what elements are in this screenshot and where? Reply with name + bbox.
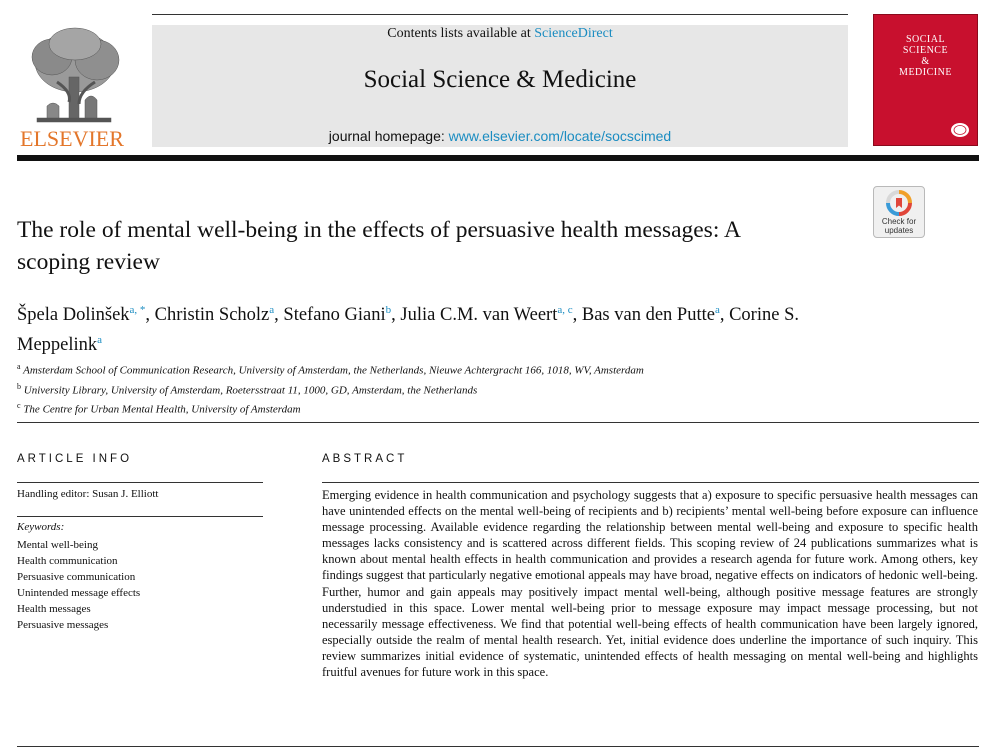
affiliation-list	[17, 359, 867, 418]
elsevier-wordmark: ELSEVIER	[20, 126, 124, 151]
keyword-item[interactable]: Unintended message effects	[17, 587, 141, 599]
author-affiliation-link[interactable]: a	[97, 334, 103, 347]
author-name[interactable]: Christin Scholz	[154, 305, 270, 326]
affiliation-text: The Centre for Urban Mental Health, University of Amsterdam	[23, 403, 301, 416]
keyword-item[interactable]: Health messages	[17, 603, 91, 615]
article-info-heading: ARTICLE INFO	[17, 453, 133, 465]
keyword-item[interactable]: Persuasive messages	[17, 619, 109, 631]
header-thick-rule	[17, 155, 979, 161]
author-affiliation-link[interactable]: a, c	[557, 304, 573, 316]
check-updates-text-2: updates	[884, 226, 914, 235]
affiliation-text: Amsterdam School of Communication Research, University of Amsterdam, the Netherlands, Nieuwe Achtergracht 166, 1018, WV, Amsterdam	[23, 364, 644, 377]
abstract-text: Emerging evidence in health communication and psychology suggests that a) exposure to specific persuasive health messages can have unintended effects on the mental well-being of recipients and b) recipients’ mental well-being before exposure can influence message processing. Available evidence regarding the relationship between mental well-being and exposure to specific health messages lacks consistency and is scattered across different fields. This scoping review of 24 publications summarizes what is known about mental health effects in health communication and provides a research agenda for future work. Among others, key findings suggest that particularly negative emotional appeals may have broad, negative effects on indicators of hedonic well-being. Further, humor and gain appeals may positively impact mental well-being, although positive message features are strongly understudied in this space. Lower mental well-being prior to message exposure may impact message processing, but not necessarily message effectiveness. We find that potential well-being effects of health communication have been largely ignored, especially outside the realm of mental health research. Yet, initial evidence does underline the importance of such inquiry. This review summarizes initial evidence of systematic, unintended effects of health messaging on mental well-being and highlights fruitful avenues for future work in this space.	[322, 488, 978, 680]
author-name[interactable]: Julia C.M. van Weert	[400, 305, 558, 326]
cover-title-line3: &	[921, 56, 930, 67]
check-updates-icon	[882, 189, 916, 217]
homepage-link[interactable]: www.elsevier.com/locate/socscimed	[448, 128, 672, 144]
check-updates-text-1: Check for	[881, 217, 917, 226]
author-separator: ,	[391, 305, 401, 326]
cover-badge-icon	[950, 122, 970, 138]
keywords-label: Keywords:	[17, 521, 65, 533]
affiliation-label: c	[17, 401, 21, 411]
affiliation-label: a	[17, 362, 21, 371]
author-name[interactable]: Špela Dolinšek	[17, 305, 130, 326]
author-separator: ,	[572, 305, 582, 326]
keyword-item[interactable]: Mental well-being	[17, 539, 98, 551]
section-divider	[17, 422, 979, 423]
handling-editor: Handling editor: Susan J. Elliott	[17, 488, 159, 500]
author-separator: ,	[274, 305, 284, 326]
article-info-rule	[17, 516, 263, 517]
author-affiliation-link[interactable]: a	[269, 304, 275, 316]
abstract-rule	[322, 482, 979, 483]
author-name[interactable]: Stefano Giani	[283, 305, 386, 326]
check-updates-label	[873, 217, 925, 235]
affiliation-item	[17, 359, 867, 379]
cover-title-line4: MEDICINE	[899, 67, 952, 78]
header-top-rule	[152, 14, 848, 15]
journal-homepage-line	[152, 128, 848, 144]
cover-title-line1: SOCIAL	[905, 34, 946, 45]
author-separator: ,	[719, 305, 730, 326]
journal-title: Social Science & Medicine	[363, 66, 637, 93]
affiliation-label: b	[17, 381, 21, 391]
author-affiliation-link[interactable]: a, *	[129, 304, 146, 316]
affiliation-item	[17, 379, 867, 399]
keyword-list	[17, 537, 140, 633]
keyword-item[interactable]: Persuasive communication	[17, 571, 136, 583]
author-affiliation-link[interactable]: b	[385, 304, 392, 316]
affiliation-item	[17, 398, 867, 418]
cover-title	[873, 34, 978, 78]
affiliation-text: University Library, University of Amsterdam, Roetersstraat 11, 1000, GD, Amsterdam, the Netherlands	[23, 384, 478, 397]
author-affiliation-link[interactable]: a	[714, 304, 720, 316]
sciencedirect-link[interactable]: ScienceDirect	[534, 26, 613, 41]
author-name[interactable]: Bas van den Putte	[581, 305, 715, 326]
homepage-prefix: journal homepage:	[328, 128, 449, 144]
author-name[interactable]: Corine S. Meppelink	[17, 305, 799, 356]
keyword-item[interactable]: Health communication	[17, 555, 118, 567]
bottom-rule	[17, 746, 979, 747]
author-list	[17, 298, 857, 358]
author-separator: ,	[145, 305, 155, 326]
abstract-heading: ABSTRACT	[322, 453, 408, 465]
article-title	[17, 214, 867, 278]
article-title-line1: The role of mental well-being in the effects of persuasive health messages: A	[17, 217, 741, 243]
contents-prefix: Contents lists available at	[387, 26, 535, 41]
article-title-line2: scoping review	[17, 249, 160, 275]
contents-line	[152, 26, 848, 42]
article-info-rule	[17, 482, 263, 483]
cover-title-line2: SCIENCE	[902, 45, 949, 56]
